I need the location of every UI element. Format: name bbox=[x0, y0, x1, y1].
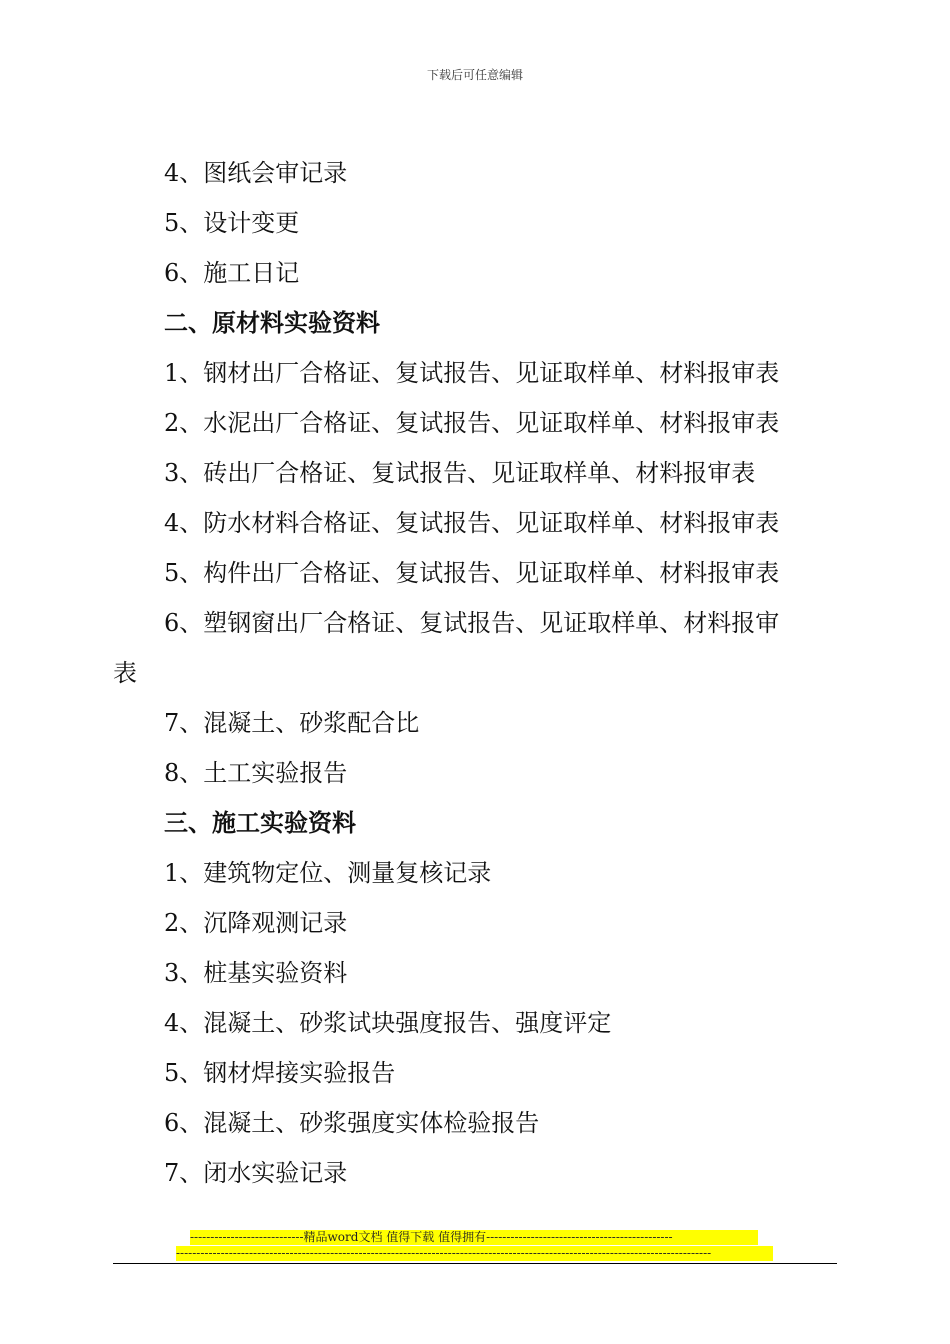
list-item: 1、建筑物定位、测量复核记录 bbox=[164, 859, 492, 887]
list-item: 6、混凝土、砂浆强度实体检验报告 bbox=[164, 1109, 540, 1137]
list-item: 4、图纸会审记录 bbox=[164, 159, 348, 187]
list-item: 7、混凝土、砂浆配合比 bbox=[164, 709, 420, 737]
list-item: 3、砖出厂合格证、复试报告、见证取样单、材料报审表 bbox=[164, 459, 756, 487]
list-item: 6、塑钢窗出厂合格证、复试报告、见证取样单、材料报审 bbox=[164, 609, 780, 637]
footer-banner: ----------------------------精品word文档 值得下载 值得拥有---------------------------------------------- bbox=[190, 1230, 758, 1245]
list-item: 2、水泥出厂合格证、复试报告、见证取样单、材料报审表 bbox=[164, 409, 780, 437]
list-item: 5、钢材焊接实验报告 bbox=[164, 1059, 396, 1087]
list-item: 2、沉降观测记录 bbox=[164, 909, 348, 937]
section-heading: 三、施工实验资料 bbox=[164, 808, 356, 837]
list-item: 5、设计变更 bbox=[164, 209, 300, 237]
list-item: 7、闭水实验记录 bbox=[164, 1159, 348, 1187]
document-body bbox=[113, 148, 838, 1198]
list-item: 8、土工实验报告 bbox=[164, 759, 348, 787]
list-item: 4、混凝土、砂浆试块强度报告、强度评定 bbox=[164, 1009, 612, 1037]
footer-rule bbox=[113, 1263, 837, 1264]
list-item: 5、构件出厂合格证、复试报告、见证取样单、材料报审表 bbox=[164, 559, 780, 587]
page-header: 下载后可任意编辑 bbox=[426, 68, 523, 82]
footer-dashes: ------------------------------------------------------------------------------------------------------------------------------------ bbox=[176, 1246, 773, 1261]
list-item: 1、钢材出厂合格证、复试报告、见证取样单、材料报审表 bbox=[164, 359, 780, 387]
section-heading: 二、原材料实验资料 bbox=[164, 308, 380, 337]
list-item-continuation: 表 bbox=[113, 659, 137, 687]
list-item: 4、防水材料合格证、复试报告、见证取样单、材料报审表 bbox=[164, 509, 780, 537]
list-item: 6、施工日记 bbox=[164, 259, 300, 287]
list-item: 3、桩基实验资料 bbox=[164, 959, 348, 987]
